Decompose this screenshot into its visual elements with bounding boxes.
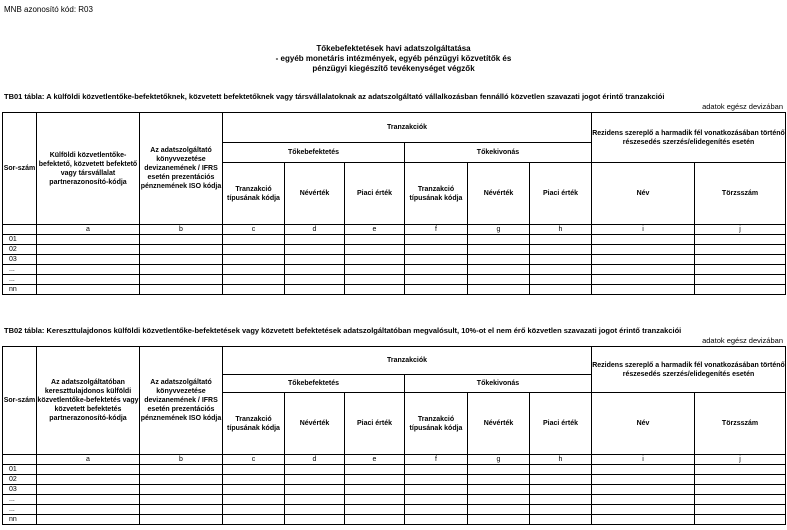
letter-cell: j — [695, 225, 786, 235]
data-cell[interactable] — [285, 255, 345, 265]
data-cell[interactable] — [468, 515, 530, 525]
data-cell[interactable] — [140, 485, 223, 495]
table-row — [3, 515, 786, 525]
row-number: 03 — [3, 255, 37, 265]
row-number: ... — [3, 275, 37, 285]
letter-cell: j — [695, 455, 786, 465]
data-cell[interactable] — [140, 235, 223, 245]
data-cell[interactable] — [405, 495, 468, 505]
data-cell[interactable] — [285, 285, 345, 295]
piaci-ertek-header: Piaci érték — [530, 163, 592, 225]
data-cell[interactable] — [695, 285, 786, 295]
data-cell[interactable] — [592, 465, 695, 475]
data-cell[interactable] — [592, 275, 695, 285]
data-cell[interactable] — [405, 505, 468, 515]
data-cell[interactable] — [530, 465, 592, 475]
data-cell[interactable] — [468, 245, 530, 255]
tokebefektetes-header: Tőkebefektetés — [223, 143, 405, 163]
data-cell[interactable] — [223, 245, 285, 255]
data-cell[interactable] — [37, 505, 140, 515]
data-cell[interactable] — [140, 505, 223, 515]
data-cell[interactable] — [37, 255, 140, 265]
torzsszam-header: Törzsszám — [695, 163, 786, 225]
table-tb01 — [2, 112, 786, 295]
data-cell[interactable] — [285, 475, 345, 485]
data-cell[interactable] — [345, 255, 405, 265]
tranzakciok-header: Tranzakciók — [223, 347, 592, 375]
data-cell[interactable] — [223, 235, 285, 245]
letter-cell: f — [405, 225, 468, 235]
data-cell[interactable] — [223, 285, 285, 295]
data-cell[interactable] — [345, 485, 405, 495]
data-cell[interactable] — [695, 255, 786, 265]
row-number: ... — [3, 265, 37, 275]
data-cell[interactable] — [405, 285, 468, 295]
torzsszam-header: Törzsszám — [695, 393, 786, 455]
row-number: 01 — [3, 465, 37, 475]
rezidens-header: Rezidens szereplő a harmadik fél vonatkozásában történő részesedés szerzés/elidegenítés esetén — [592, 113, 786, 163]
data-cell[interactable] — [37, 275, 140, 285]
data-cell[interactable] — [140, 285, 223, 295]
data-cell[interactable] — [37, 465, 140, 475]
data-cell[interactable] — [530, 245, 592, 255]
data-cell[interactable] — [695, 485, 786, 495]
table-row — [3, 285, 786, 295]
row-number: ... — [3, 495, 37, 505]
data-cell[interactable] — [37, 495, 140, 505]
letter-cell: i — [592, 225, 695, 235]
nev-header: Név — [592, 163, 695, 225]
data-cell[interactable] — [592, 265, 695, 275]
tokekivonas-header: Tőkekivonás — [405, 143, 592, 163]
letter-cell: b — [140, 455, 223, 465]
data-cell[interactable] — [405, 475, 468, 485]
report-subtitle-line-1: - egyéb monetáris intézmények, egyéb pénzügyi közvetítők és — [275, 54, 512, 63]
rezidens-header: Rezidens szereplő a harmadik fél vonatkozásában történő részesedés szerzés/elidegenítés esetén — [592, 347, 786, 393]
data-cell[interactable] — [405, 245, 468, 255]
data-cell[interactable] — [37, 475, 140, 485]
letter-cell: i — [592, 455, 695, 465]
tipus-header: Tranzakció típusának kódja — [405, 163, 468, 225]
data-cell[interactable] — [530, 265, 592, 275]
data-cell[interactable] — [592, 485, 695, 495]
tipus-header: Tranzakció típusának kódja — [223, 163, 285, 225]
data-cell[interactable] — [223, 465, 285, 475]
data-cell[interactable] — [140, 465, 223, 475]
data-cell[interactable] — [405, 515, 468, 525]
data-cell[interactable] — [592, 255, 695, 265]
data-cell[interactable] — [140, 475, 223, 485]
data-cell[interactable] — [37, 245, 140, 255]
nevertek-header: Névérték — [285, 163, 345, 225]
data-cell[interactable] — [530, 475, 592, 485]
data-cell[interactable] — [530, 275, 592, 285]
data-cell[interactable] — [223, 485, 285, 495]
data-cell[interactable] — [468, 235, 530, 245]
data-cell[interactable] — [592, 285, 695, 295]
data-cell[interactable] — [592, 245, 695, 255]
data-cell[interactable] — [468, 255, 530, 265]
data-cell[interactable] — [140, 245, 223, 255]
letter-cell: g — [468, 455, 530, 465]
data-cell[interactable] — [695, 495, 786, 505]
table2-caption: TB02 tábla: Kereszttulajdonos külföldi közvetlentőke-befektetések vagy közvetett befektetések adatszolgáltatóban megvalósult, 10%-ot el nem érő közvetlen szavazati jogot érintő tranzakciói — [4, 326, 682, 335]
data-cell[interactable] — [345, 465, 405, 475]
partner-code-header: Külföldi közvetlentőke-befektető, közvetett befektető vagy társvállalat partnerazonosító-kódja — [37, 113, 140, 225]
letter-cell: d — [285, 455, 345, 465]
data-cell[interactable] — [592, 495, 695, 505]
data-cell[interactable] — [468, 485, 530, 495]
data-cell[interactable] — [37, 265, 140, 275]
row-number: nn — [3, 515, 37, 525]
data-cell[interactable] — [345, 285, 405, 295]
data-cell[interactable] — [285, 265, 345, 275]
row-number: ... — [3, 505, 37, 515]
data-cell[interactable] — [530, 235, 592, 245]
nevertek-header: Névérték — [285, 393, 345, 455]
tokebefektetes-header: Tőkebefektetés — [223, 375, 405, 393]
letter-cell: a — [37, 455, 140, 465]
data-cell[interactable] — [285, 275, 345, 285]
letter-cell: e — [345, 455, 405, 465]
data-cell[interactable] — [592, 475, 695, 485]
piaci-ertek-header: Piaci érték — [345, 163, 405, 225]
data-cell[interactable] — [37, 485, 140, 495]
data-cell[interactable] — [405, 255, 468, 265]
table-row — [3, 255, 786, 265]
data-cell[interactable] — [468, 495, 530, 505]
data-cell[interactable] — [140, 515, 223, 525]
data-cell[interactable] — [345, 515, 405, 525]
data-cell[interactable] — [345, 505, 405, 515]
row-number: 03 — [3, 485, 37, 495]
table-row — [3, 495, 786, 505]
data-cell[interactable] — [695, 465, 786, 475]
data-cell[interactable] — [592, 515, 695, 525]
data-cell[interactable] — [285, 465, 345, 475]
partner-code-header: Az adatszolgáltatóban kereszttulajdonos külföldi közvetlentőke-befektetés vagy közvetett befektetés partnerazonosító-kódja — [37, 347, 140, 455]
data-cell[interactable] — [530, 495, 592, 505]
data-cell[interactable] — [695, 235, 786, 245]
tokekivonas-header: Tőkekivonás — [405, 375, 592, 393]
table-row — [3, 505, 786, 515]
table-row — [3, 235, 786, 245]
table-row — [3, 475, 786, 485]
nevertek-header: Névérték — [468, 163, 530, 225]
data-cell[interactable] — [405, 275, 468, 285]
table1-caption: TB01 tábla: A külföldi közvetlentőke-befektetőknek, közvetett befektetőknek vagy társvállalatoknak az adatszolgáltató vállalkozásban fennálló közvetlen szavazati jogot érintő tranzakciói — [4, 92, 665, 101]
table-row — [3, 245, 786, 255]
letter-cell: b — [140, 225, 223, 235]
letter-cell: h — [530, 225, 592, 235]
data-cell[interactable] — [285, 505, 345, 515]
data-cell[interactable] — [530, 505, 592, 515]
data-cell[interactable] — [468, 465, 530, 475]
data-cell[interactable] — [140, 255, 223, 265]
letter-cell: a — [37, 225, 140, 235]
letter-cell — [3, 455, 37, 465]
nevertek-header: Névérték — [468, 393, 530, 455]
data-cell[interactable] — [530, 255, 592, 265]
data-cell[interactable] — [592, 505, 695, 515]
data-cell[interactable] — [695, 265, 786, 275]
piaci-ertek-header: Piaci érték — [345, 393, 405, 455]
data-cell[interactable] — [140, 275, 223, 285]
data-cell[interactable] — [530, 485, 592, 495]
data-cell[interactable] — [530, 285, 592, 295]
data-cell[interactable] — [37, 285, 140, 295]
table-row — [3, 275, 786, 285]
table-row — [3, 485, 786, 495]
table-tb02 — [2, 346, 786, 525]
data-cell[interactable] — [345, 245, 405, 255]
data-cell[interactable] — [468, 275, 530, 285]
letter-cell: c — [223, 455, 285, 465]
data-cell[interactable] — [223, 275, 285, 285]
data-cell[interactable] — [695, 245, 786, 255]
iso-code-header: Az adatszolgáltató könyvvezetése devizanemének / IFRS esetén prezentációs pénznemének ISO kódja — [140, 113, 223, 225]
data-cell[interactable] — [285, 495, 345, 505]
data-cell[interactable] — [345, 275, 405, 285]
sorszam-header: Sor-szám — [3, 113, 37, 225]
data-cell[interactable] — [345, 475, 405, 485]
data-cell[interactable] — [37, 515, 140, 525]
data-cell[interactable] — [530, 515, 592, 525]
tranzakciok-header: Tranzakciók — [223, 113, 592, 143]
row-number: 02 — [3, 475, 37, 485]
row-number: 02 — [3, 245, 37, 255]
table-row — [3, 465, 786, 475]
data-cell[interactable] — [223, 515, 285, 525]
data-cell[interactable] — [285, 485, 345, 495]
data-cell[interactable] — [345, 235, 405, 245]
data-cell[interactable] — [140, 495, 223, 505]
row-number: 01 — [3, 235, 37, 245]
data-cell[interactable] — [695, 475, 786, 485]
data-cell[interactable] — [695, 515, 786, 525]
piaci-ertek-header: Piaci érték — [530, 393, 592, 455]
letter-cell: e — [345, 225, 405, 235]
table2-unit: adatok egész devizában — [702, 336, 783, 345]
data-cell[interactable] — [223, 265, 285, 275]
letter-cell: g — [468, 225, 530, 235]
letter-cell — [3, 225, 37, 235]
sorszam-header: Sor-szám — [3, 347, 37, 455]
data-cell[interactable] — [345, 495, 405, 505]
report-subtitle-line-2: pénzügyi kiegészítő tevékenységet végzők — [312, 64, 475, 73]
data-cell[interactable] — [285, 515, 345, 525]
data-cell[interactable] — [405, 235, 468, 245]
data-cell[interactable] — [468, 475, 530, 485]
data-cell[interactable] — [405, 265, 468, 275]
data-cell[interactable] — [285, 245, 345, 255]
letter-cell: f — [405, 455, 468, 465]
nev-header: Név — [592, 393, 695, 455]
data-cell[interactable] — [285, 235, 345, 245]
letter-cell: d — [285, 225, 345, 235]
data-cell[interactable] — [405, 485, 468, 495]
data-cell[interactable] — [140, 265, 223, 275]
data-cell[interactable] — [468, 285, 530, 295]
data-cell[interactable] — [223, 475, 285, 485]
data-cell[interactable] — [468, 505, 530, 515]
letter-cell: h — [530, 455, 592, 465]
data-cell[interactable] — [223, 255, 285, 265]
data-cell[interactable] — [695, 275, 786, 285]
data-cell[interactable] — [405, 465, 468, 475]
tipus-header: Tranzakció típusának kódja — [405, 393, 468, 455]
report-title: Tőkebefektetések havi adatszolgáltatása — [316, 44, 471, 53]
table1-unit: adatok egész devizában — [702, 102, 783, 111]
table-row — [3, 265, 786, 275]
tipus-header: Tranzakció típusának kódja — [223, 393, 285, 455]
data-cell[interactable] — [695, 505, 786, 515]
data-cell[interactable] — [223, 505, 285, 515]
letter-cell: c — [223, 225, 285, 235]
data-cell[interactable] — [37, 235, 140, 245]
data-cell[interactable] — [223, 495, 285, 505]
data-cell[interactable] — [468, 265, 530, 275]
iso-code-header: Az adatszolgáltató könyvvezetése devizanemének / IFRS esetén prezentációs pénznemének ISO kódja — [140, 347, 223, 455]
data-cell[interactable] — [345, 265, 405, 275]
mnb-code: MNB azonosító kód: R03 — [4, 5, 93, 14]
data-cell[interactable] — [592, 235, 695, 245]
row-number: nn — [3, 285, 37, 295]
